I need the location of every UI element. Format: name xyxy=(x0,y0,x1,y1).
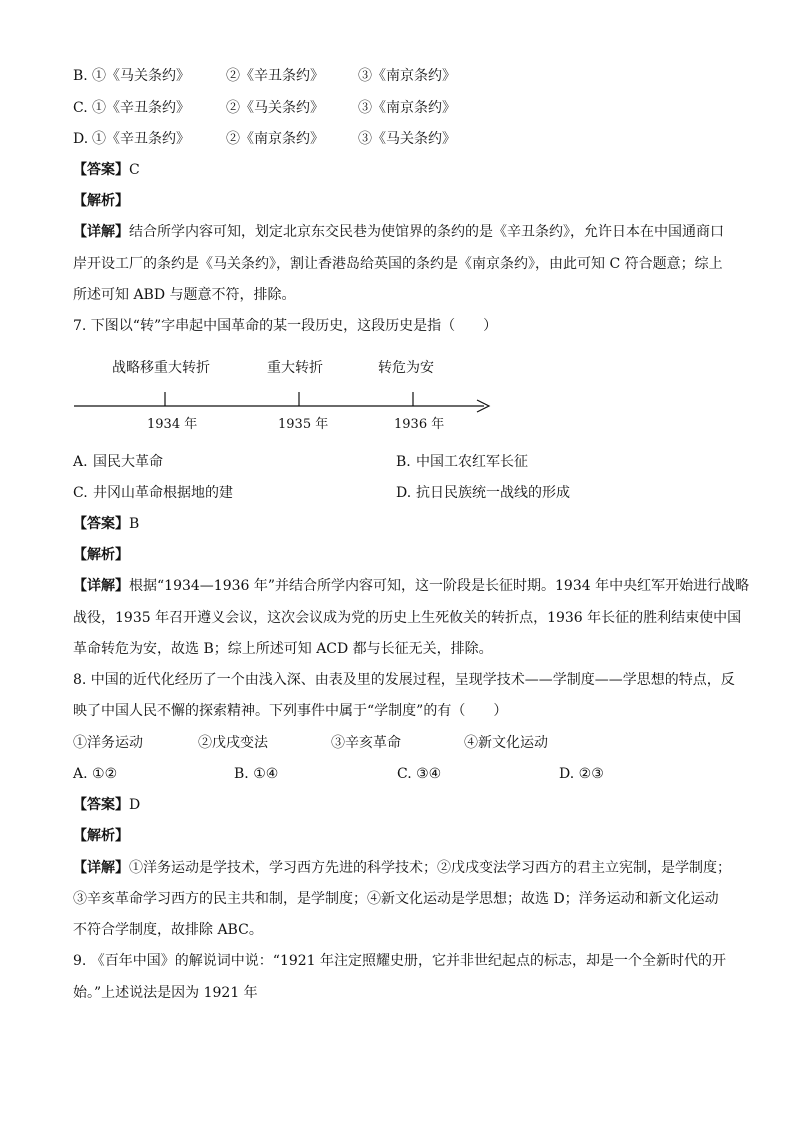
detail-tag: 【详解】 xyxy=(73,224,129,240)
q9-stem-line-1: 9. 《百年中国》的解说词中说：“1921 年注定照耀史册，它并非世纪起点的标志，却是一个全新时代的开 xyxy=(73,953,727,969)
option-letter: B. xyxy=(73,68,88,84)
option-item: ③《马关条约》 xyxy=(358,131,456,147)
q6-detail-line-2: 岸开设工厂的条约是《马关条约》，割让香港岛给英国的条约是《南京条约》，由此可知 C 符合题意；综上 xyxy=(73,256,723,272)
option-text: ①② xyxy=(92,766,118,782)
q6-detail-line-3: 所述可知 ABD 与题意不符，排除。 xyxy=(73,287,296,303)
answer-value: D xyxy=(129,797,141,813)
option-letter: C. xyxy=(397,766,412,782)
q7-answer xyxy=(73,514,139,534)
q7-analysis-tag: 【解析】 xyxy=(73,547,129,563)
option-text: 中国工农红军长征 xyxy=(416,454,528,470)
option-text: ②③ xyxy=(578,766,604,782)
option-item: ①《马关条约》 xyxy=(92,68,190,84)
option-letter: B. xyxy=(234,766,249,782)
option-item: ①《辛丑条约》 xyxy=(92,131,190,147)
q7-stem: 7. 下图以“转”字串起中国革命的某一段历史，这段历史是指（ ） xyxy=(73,318,498,334)
detail-text: ①洋务运动是学技术，学习西方先进的科学技术；②戊戌变法学习西方的君主立宪制，是学制度； xyxy=(129,860,731,876)
event-item: ②戊戌变法 xyxy=(198,735,268,751)
detail-text: 根据“1934—1936 年”并结合所学内容可知，这一阶段是长征时期。1934 年中央红军开始进行战略 xyxy=(129,578,750,594)
timeline-year: 1936 年 xyxy=(394,417,445,432)
option-letter: C. xyxy=(73,485,88,501)
detail-text: 结合所学内容可知，划定北京东交民巷为使馆界的条约的是《辛丑条约》，允许日本在中国通商口 xyxy=(129,224,724,240)
option-item xyxy=(397,764,441,784)
timeline-year: 1935 年 xyxy=(278,417,329,432)
option-item: ①《辛丑条约》 xyxy=(92,100,190,116)
option-item: ③《南京条约》 xyxy=(358,68,456,84)
event-item: ④新文化运动 xyxy=(464,735,548,751)
option-letter: C. xyxy=(73,100,88,116)
q8-detail-line-2: ③辛亥革命学习西方的民主共和制，是学制度；④新文化运动是学思想；故选 D；洋务运动和新文化运动 xyxy=(73,891,719,907)
q6-answer xyxy=(73,160,140,180)
option-item: ②《南京条约》 xyxy=(226,131,324,147)
answer-tag: 【答案】 xyxy=(73,162,129,178)
answer-tag: 【答案】 xyxy=(73,797,129,813)
q8-stem-line-2: 映了中国人民不懈的探索精神。下列事件中属于“学制度”的有（ ） xyxy=(73,703,508,719)
q8-answer xyxy=(73,795,140,815)
option-text: 井冈山革命根据地的建 xyxy=(93,485,233,501)
detail-tag: 【详解】 xyxy=(73,860,129,876)
answer-value: C xyxy=(129,162,140,178)
answer-value: B xyxy=(129,516,140,532)
detail-tag: 【详解】 xyxy=(73,578,129,594)
q6-analysis-tag: 【解析】 xyxy=(73,193,129,209)
option-letter: B. xyxy=(396,454,411,470)
option-item: ②《马关条约》 xyxy=(226,100,324,116)
q8-detail-line-1 xyxy=(73,858,731,878)
option-text: ①④ xyxy=(253,766,279,782)
option-item xyxy=(234,764,278,784)
option-item: ②《辛丑条约》 xyxy=(226,68,324,84)
timeline-label: 转危为安 xyxy=(378,360,434,376)
q7-detail-line-3: 革命转危为安，故选 B；综上所述可知 ACD 都与长征无关，排除。 xyxy=(73,641,493,657)
q7-detail-line-2: 战役，1935 年召开遵义会议，这次会议成为党的历史上生死攸关的转折点，1936 年长征的胜利结束使中国 xyxy=(73,610,742,626)
option-letter: A. xyxy=(73,766,88,782)
q8-analysis-tag: 【解析】 xyxy=(73,828,129,844)
timeline-label: 重大转折 xyxy=(267,360,323,376)
option-letter: D. xyxy=(73,131,89,147)
q8-stem-line-1: 8. 中国的近代化经历了一个由浅入深、由表及里的发展过程，呈现学技术——学制度——学思想的特点，反 xyxy=(73,672,735,688)
option-letter: D. xyxy=(396,485,412,501)
option-text: 抗日民族统一战线的形成 xyxy=(416,485,570,501)
timeline-year: 1934 年 xyxy=(147,417,198,432)
q8-detail-line-3: 不符合学制度，故排除 ABC。 xyxy=(73,922,263,938)
option-text: ③④ xyxy=(416,766,442,782)
q6-detail-line-1 xyxy=(73,222,725,242)
q7-detail-line-1 xyxy=(73,576,750,596)
q9-stem-line-2: 始。”上述说法是因为 1921 年 xyxy=(73,985,258,1001)
option-item: ③《南京条约》 xyxy=(358,100,456,116)
timeline-label: 战略移重大转折 xyxy=(112,360,210,376)
option-letter: A. xyxy=(73,454,88,470)
option-letter: D. xyxy=(559,766,575,782)
option-text: 国民大革命 xyxy=(93,454,163,470)
answer-tag: 【答案】 xyxy=(73,516,129,532)
option-item xyxy=(73,764,117,784)
event-item: ①洋务运动 xyxy=(73,735,143,751)
option-item xyxy=(559,764,604,784)
event-item: ③辛亥革命 xyxy=(331,735,401,751)
